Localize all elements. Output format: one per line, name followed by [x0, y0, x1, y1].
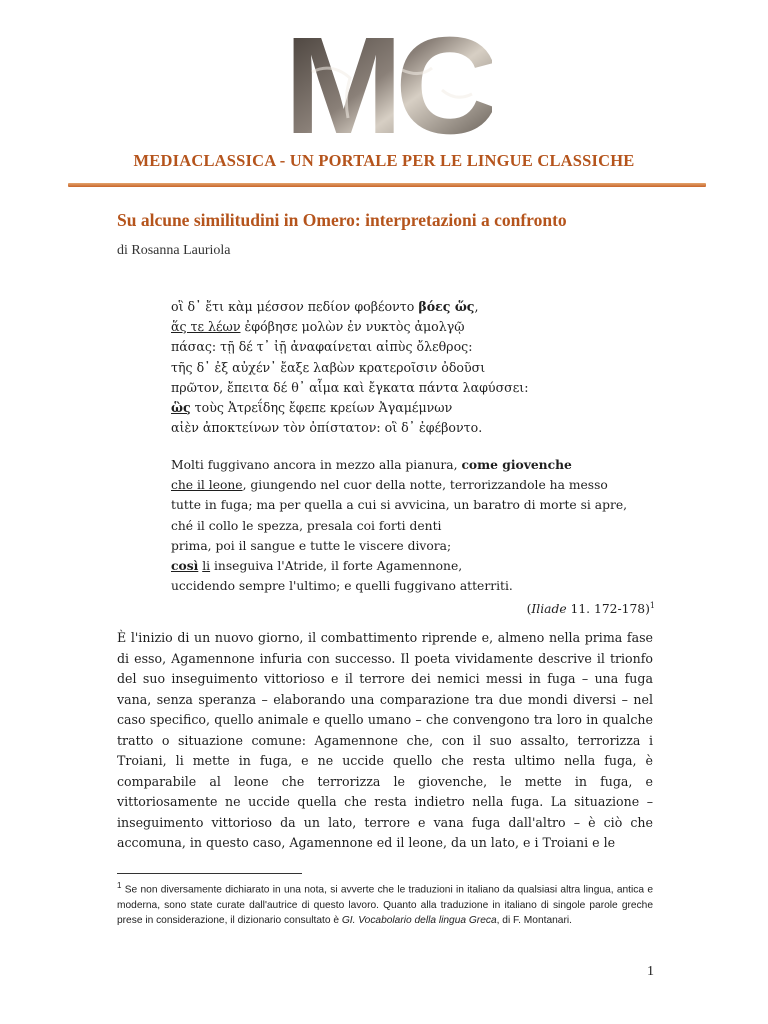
highlight-underline: li [202, 558, 211, 573]
body-paragraph: È l'inizio di un nuovo giorno, il combattimento riprende e, almeno nella prima fase di esso, Agamennone infuria con successo. Il poeta vividamente descrive il trionfo del suo inseguimento vittorioso e il terrore dei nemici messi in fuga – una fuga vana, senza speranza – elaborando una comparazione tra due mondi diversi – nel caso specifico, quello animale e quello umano – che convengono tra loro in qualche tratto o situazione comune: Agamennone che, con il suo assalto, terrorizza i Troiani, li mette in fuga, e ne uccide quello che resta ultimo nella fuga, è comparabile al leone che terrorizza le giovenche, le mette in fuga, e vittoriosamente ne uccide quella che resta indietro nella fuga. La situazione – inseguimento vittorioso da un lato, terrore e vana fuga dall'altro – è ciò che accomuna, in questo caso, Agamennone ed il leone, da un lato, e i Troiani e le [117, 630, 653, 850]
highlight-bold: βόες ὥς [418, 299, 475, 314]
translation-line: tutte in fuga; ma per quella a cui si avvicina, un baratro di morte si apre, [171, 498, 628, 513]
footnote-marker: 1 [117, 881, 122, 890]
highlight-underline: che il leone [171, 478, 243, 493]
translation-line: ché il collo le spezza, presala coi forti denti [171, 518, 442, 533]
translation-line: uccidendo sempre l'ultimo; e quelli fuggivano atterriti. [171, 579, 513, 594]
greek-line: αἰὲν ἀποκτείνων τὸν ὀπίστατον: οἳ δ᾽ ἐφέβοντο. [171, 420, 483, 436]
footnote-ref[interactable]: 1 [649, 601, 655, 611]
greek-line: οἳ δ᾽ ἔτι κὰμ μέσσον πεδίον φοβέοντο βόες ὥς, [171, 299, 479, 314]
italian-translation [171, 455, 655, 617]
mediaclassica-logo [282, 30, 492, 140]
greek-line: τῆς δ᾽ ἐξ αὐχέν᾽ ἔαξε λαβὼν κρατεροῖσιν ὀδοῦσι [171, 359, 486, 375]
dictionary-title: GI. Vocabolario della lingua Greca [341, 915, 497, 927]
header-divider [68, 183, 706, 187]
logo-text: MC [284, 30, 492, 140]
logo-graphic [282, 30, 492, 140]
highlight-bold: come giovenche [461, 457, 572, 472]
citation: (Iliade 11. 172-178)$^1$ [526, 601, 655, 617]
greek-line: ἅς τε λέων ἐφόβησε μολὼν ἐν νυκτὸς ἀμολγῷ [171, 319, 465, 335]
translation-line: che il leone, giungendo nel cuor della notte, terrorizzandole ha messo [171, 478, 608, 493]
translation-line: prima, poi il sangue e tutte le viscere divora; [171, 538, 452, 553]
highlight-bold-underline: ὣς [171, 399, 191, 415]
page-number: 1 [647, 964, 654, 979]
greek-line: πάσας: τῇ δέ τ᾽ ἰῇ ἀναφαίνεται αἰπὺς ὄλεθρος: [171, 339, 473, 355]
greek-line: ὣς τοὺς Ἀτρεΐδης ἔφεπε κρείων Ἀγαμέμνων [171, 399, 453, 415]
work-title: Iliade [531, 602, 567, 617]
greek-line: πρῶτον, ἔπειτα δέ θ᾽ αἷμα καὶ ἔγκατα πάντα λαφύσσει: [171, 379, 529, 395]
footnote-separator [117, 873, 302, 874]
translation-line: così li inseguiva l'Atride, il forte Agamennone, [171, 557, 463, 573]
greek-quotation [171, 297, 655, 438]
article-author: di Rosanna Lauriola [117, 243, 231, 258]
footnote: $^1$ Se non diversamente dichiarato in una nota, si avverte che le traduzioni in italiano da qualsiasi altra lingua, antica e moderna, sono state curate dall'autrice di questo lavoro. Quanto alla traduzione in italiano di singole parole greche prese in considerazione, il dizionario consultato è GI. Vocabolario della lingua Greca, di F. Montanari. [117, 881, 653, 927]
highlight-underline: ἅς τε λέων [171, 319, 241, 335]
translation-line: Molti fuggivano ancora in mezzo alla pianura, come giovenche [171, 457, 572, 472]
article-title: Su alcune similitudini in Omero: interpretazioni a confronto [117, 210, 567, 230]
highlight-bold-underline: così [171, 557, 199, 573]
site-title: MEDIACLASSICA - UN PORTALE PER LE LINGUE CLASSICHE [133, 151, 635, 170]
